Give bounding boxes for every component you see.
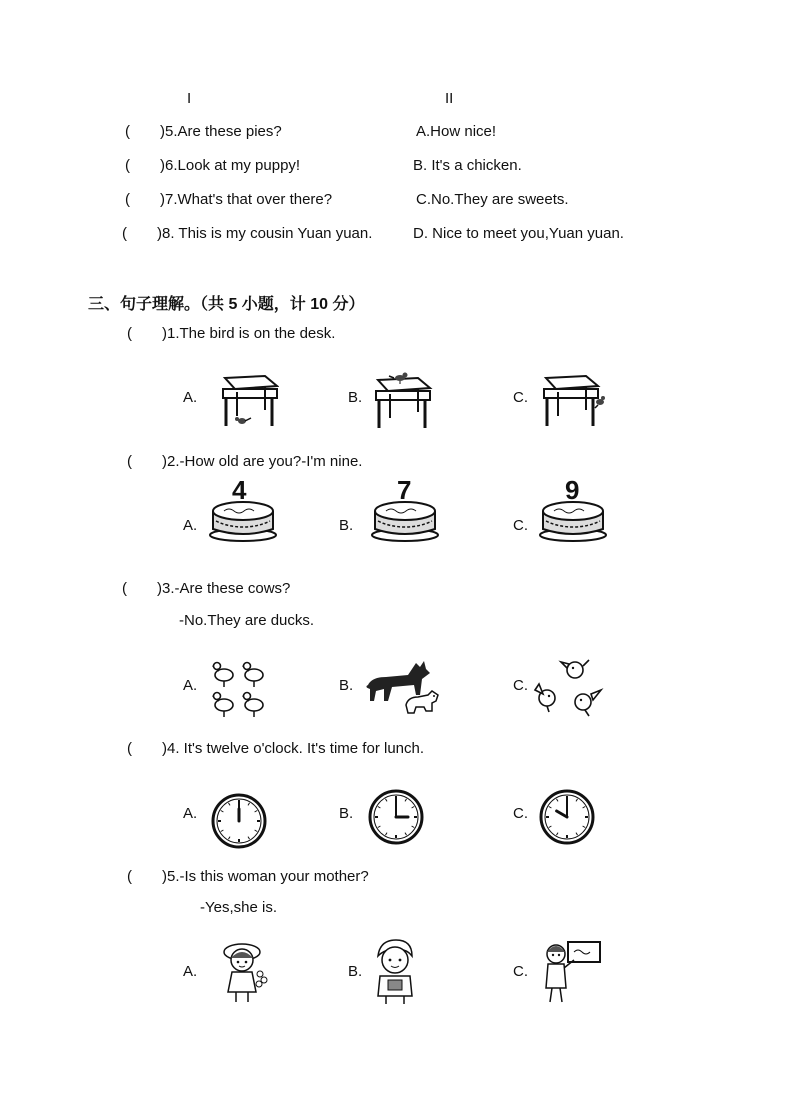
candle-digit: 9 (565, 475, 580, 505)
boy-icon (370, 936, 420, 1006)
candle-digit: 7 (397, 475, 412, 505)
birthday-cake-icon (370, 475, 440, 543)
answer-text: -No.They are ducks. (179, 612, 315, 629)
option-label[interactable]: B. (348, 963, 363, 980)
option-label[interactable]: B. (339, 517, 354, 534)
option-label[interactable]: B. (339, 677, 354, 694)
option-label[interactable]: C. (513, 805, 528, 822)
option-label[interactable]: C. (513, 677, 528, 694)
question-text: )6.Look at my puppy! (160, 157, 301, 174)
option-label[interactable]: A. (183, 963, 198, 980)
clock-icon (367, 788, 425, 846)
birds-icon (527, 654, 605, 720)
dogs-icon (362, 655, 444, 719)
answer-paren[interactable]: ( (127, 453, 132, 470)
clock-icon (538, 788, 596, 846)
answer-paren[interactable]: ( (125, 191, 130, 208)
column-ii-heading: II (445, 90, 454, 107)
answer-text: -Yes,she is. (200, 899, 277, 916)
question-text: )1.The bird is on the desk. (162, 325, 336, 342)
woman-teacher-icon (538, 938, 604, 1006)
option-text: B. It's a chicken. (413, 157, 522, 174)
birthday-cake-icon (208, 475, 278, 543)
ducks-icon (210, 657, 270, 721)
answer-paren[interactable]: ( (127, 868, 132, 885)
option-label[interactable]: A. (183, 389, 198, 406)
answer-paren[interactable]: ( (127, 325, 132, 342)
column-i-heading: I (187, 90, 192, 107)
answer-paren[interactable]: ( (125, 157, 130, 174)
answer-paren[interactable]: ( (122, 225, 127, 242)
option-label[interactable]: A. (183, 805, 198, 822)
option-text: D. Nice to meet you,Yuan yuan. (413, 225, 624, 242)
birthday-cake-icon (538, 475, 608, 543)
question-text: )2.-How old are you?-I'm nine. (162, 453, 363, 470)
option-label[interactable]: A. (183, 517, 198, 534)
option-label[interactable]: C. (513, 517, 528, 534)
question-text: )8. This is my cousin Yuan yuan. (157, 225, 373, 242)
question-text: )3.-Are these cows? (157, 580, 291, 597)
option-text: A.How nice! (416, 123, 497, 140)
option-label[interactable]: A. (183, 677, 198, 694)
answer-paren[interactable]: ( (127, 740, 132, 757)
girl-icon (216, 938, 272, 1006)
question-text: )4. It's twelve o'clock. It's time for lunch. (162, 740, 425, 757)
option-text: C.No.They are sweets. (416, 191, 569, 208)
option-label[interactable]: B. (339, 805, 354, 822)
question-text: )5.Are these pies? (160, 123, 282, 140)
question-text: )7.What's that over there? (160, 191, 333, 208)
section-title: 三、句子理解。（共 5 小题，计 10 分） (88, 296, 365, 313)
option-label[interactable]: C. (513, 963, 528, 980)
desk-bird-under-icon (215, 372, 279, 430)
answer-paren[interactable]: ( (122, 580, 127, 597)
answer-paren[interactable]: ( (125, 123, 130, 140)
desk-bird-beside-icon (538, 372, 608, 430)
clock-icon (210, 792, 268, 850)
question-text: )5.-Is this woman your mother? (162, 868, 369, 885)
desk-bird-on-icon (370, 370, 434, 430)
candle-digit: 4 (232, 475, 247, 505)
option-label[interactable]: B. (348, 389, 363, 406)
option-label[interactable]: C. (513, 389, 528, 406)
